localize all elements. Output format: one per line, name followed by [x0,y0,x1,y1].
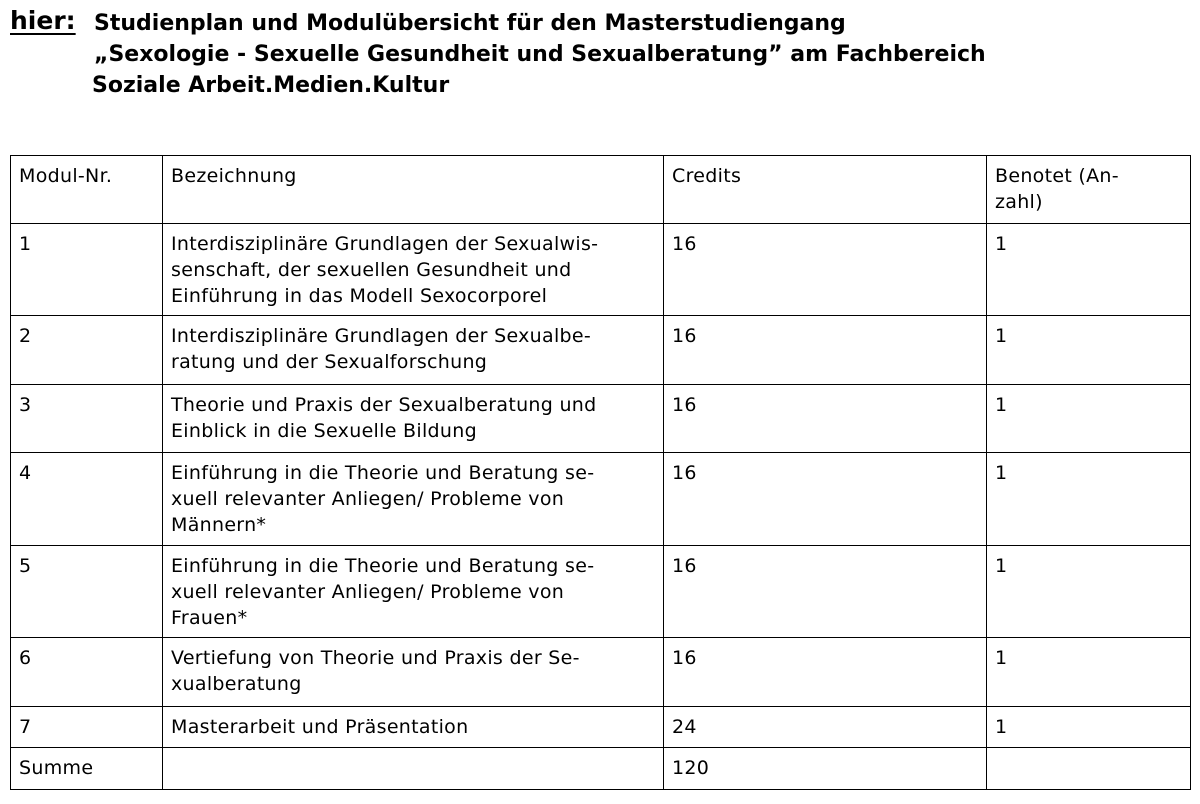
table-row [11,546,1191,638]
cell-bezeichnung [163,748,664,790]
table-row [11,453,1191,546]
cell-modul-nr: 1 [11,224,163,316]
header-prefix: hier: [10,6,76,35]
cell-bezeichnung: Masterarbeit und Präsentation [163,707,664,748]
cell-bezeichnung: Theorie und Praxis der Sexualberatung und Einblick in die Sexuelle Bildung [163,385,664,453]
header-cell-modul-nr: Modul-Nr. [11,156,163,224]
cell-modul-nr: 6 [11,638,163,707]
cell-summe-label: Summe [11,748,163,790]
table-row [11,385,1191,453]
table-header-row [11,156,1191,224]
table-row [11,707,1191,748]
cell-bezeichnung: Einführung in die Theorie und Beratung se- xuell relevanter Anliegen/ Probleme von Männern* [163,453,664,546]
cell-credits: 24 [664,707,987,748]
title-line-2: „Sexologie - Sexuelle Gesundheit und Sexualberatung” am Fachbereich [94,42,986,67]
cell-benotet: 1 [987,453,1191,546]
cell-benotet [987,748,1191,790]
cell-credits: 16 [664,546,987,638]
table-row [11,224,1191,316]
module-overview-table [10,155,1191,790]
cell-bezeichnung: Interdisziplinäre Grundlagen der Sexualbe- ratung und der Sexualforschung [163,316,664,385]
table-row [11,638,1191,707]
cell-benotet: 1 [987,546,1191,638]
header-cell-credits: Credits [664,156,987,224]
document-title [94,8,986,101]
cell-credits: 16 [664,385,987,453]
cell-credits-total: 120 [664,748,987,790]
cell-modul-nr: 2 [11,316,163,385]
cell-benotet: 1 [987,707,1191,748]
header-cell-benotet: Benotet (An- zahl) [987,156,1191,224]
cell-modul-nr: 3 [11,385,163,453]
cell-modul-nr: 7 [11,707,163,748]
cell-bezeichnung: Interdisziplinäre Grundlagen der Sexualwis- senschaft, der sexuellen Gesundheit und Einführung in das Modell Sexocorporel [163,224,664,316]
cell-bezeichnung: Einführung in die Theorie und Beratung se- xuell relevanter Anliegen/ Probleme von Frauen* [163,546,664,638]
cell-credits: 16 [664,316,987,385]
table-total-row [11,748,1191,790]
title-line-1: Studienplan und Modulübersicht für den Masterstudiengang [94,11,846,36]
header-cell-bezeichnung: Bezeichnung [163,156,664,224]
cell-bezeichnung: Vertiefung von Theorie und Praxis der Se- xualberatung [163,638,664,707]
cell-benotet: 1 [987,638,1191,707]
cell-credits: 16 [664,638,987,707]
cell-credits: 16 [664,224,987,316]
title-line-3: Soziale Arbeit.Medien.Kultur [92,73,450,98]
cell-modul-nr: 5 [11,546,163,638]
cell-modul-nr: 4 [11,453,163,546]
cell-benotet: 1 [987,224,1191,316]
cell-benotet: 1 [987,316,1191,385]
cell-benotet: 1 [987,385,1191,453]
table-row [11,316,1191,385]
cell-credits: 16 [664,453,987,546]
